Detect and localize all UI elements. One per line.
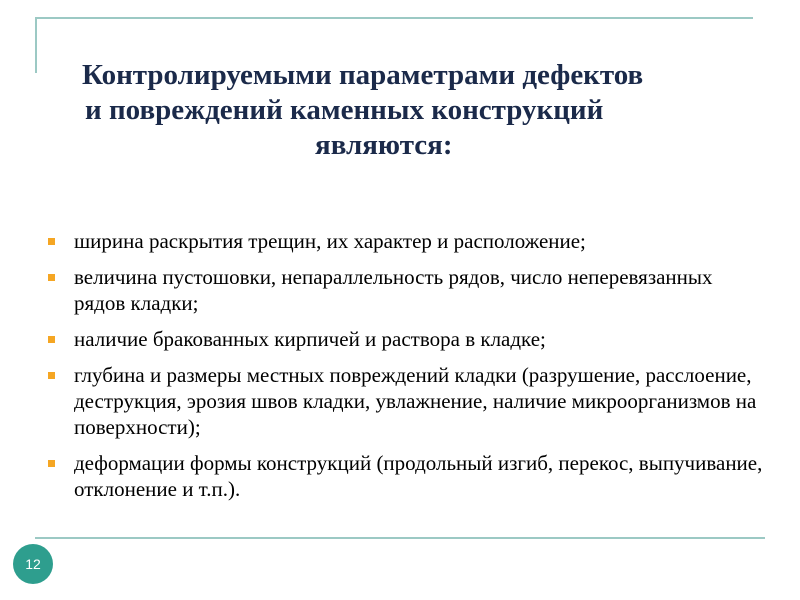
- bullet-list: [48, 228, 768, 512]
- page-number-badge: 12: [13, 544, 53, 584]
- bottom-divider-line: [35, 537, 765, 539]
- slide-title-line-1: Контролируемыми параметрами дефектов: [82, 59, 644, 91]
- list-item: [48, 450, 768, 502]
- square-bullet-icon: [48, 274, 55, 281]
- top-divider-line: [35, 17, 753, 19]
- square-bullet-icon: [48, 372, 55, 379]
- list-item: [48, 228, 768, 254]
- slide-title-line-2: и повреждений каменных конструкций: [85, 94, 604, 126]
- list-item-text: глубина и размеры местных повреждений кладки (разрушение, расслоение, деструкция, эрозия швов кладки, увлажнение, наличие микроорганизмов на поверхности);: [74, 363, 757, 439]
- slide-title: [60, 58, 780, 163]
- list-item-text: величина пустошовки, непараллельность рядов, число неперевязанных рядов кладки;: [74, 265, 713, 315]
- slide-title-line-3: являются:: [315, 129, 453, 161]
- list-item-text: ширина раскрытия трещин, их характер и расположение;: [74, 229, 586, 253]
- list-item-text: наличие бракованных кирпичей и раствора в кладке;: [74, 327, 546, 351]
- list-item: [48, 326, 768, 352]
- left-accent-line: [35, 17, 37, 73]
- list-item: [48, 264, 768, 316]
- list-item-text: деформации формы конструкций (продольный изгиб, перекос, выпучивание, отклонение и т.п.).: [74, 451, 763, 501]
- square-bullet-icon: [48, 460, 55, 467]
- list-item: [48, 362, 768, 440]
- square-bullet-icon: [48, 336, 55, 343]
- square-bullet-icon: [48, 238, 55, 245]
